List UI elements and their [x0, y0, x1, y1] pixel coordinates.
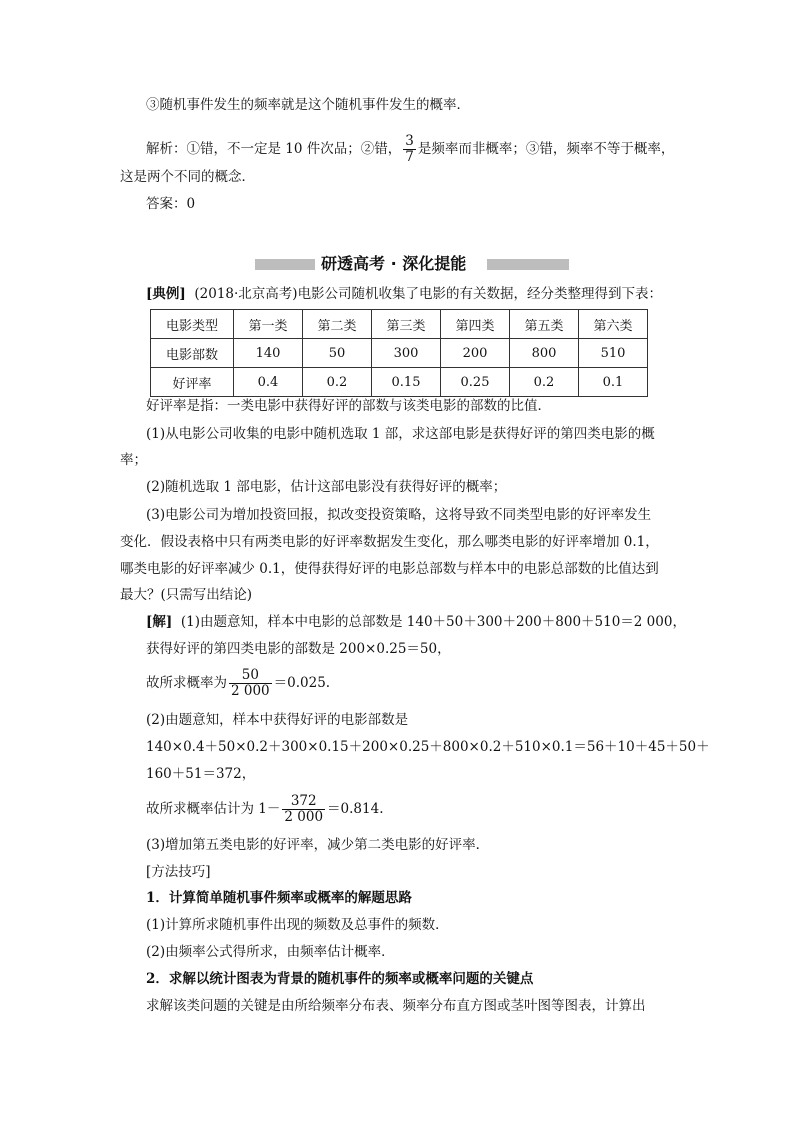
example-note: 好评率是指：一类电影中获得好评的部数与该类电影的部数的比值．: [146, 398, 551, 414]
method-heading-1: 1．计算简单随机事件频率或概率的解题思路: [146, 890, 412, 906]
banner-title: 研透高考 · 深化提能: [321, 254, 467, 273]
answer-line: 答案：0: [146, 196, 196, 212]
fraction-numerator: 3: [405, 133, 414, 149]
table-cell: 140: [234, 339, 303, 368]
fraction-denominator: 2 000: [231, 683, 270, 699]
analysis-line-2: 这是两个不同的概念．: [120, 169, 255, 185]
question-2: (2)随机选取 1 部电影，估计这部电影没有获得好评的概率；: [146, 479, 507, 495]
table-cell: 第五类: [510, 310, 579, 339]
movie-data-table: [150, 309, 648, 397]
solution-line-6: 160＋51＝372，: [146, 766, 256, 782]
table-cell: 第四类: [441, 310, 510, 339]
solution-line-8: (3)增加第五类电影的好评率，减少第二类电影的好评率．: [146, 837, 490, 853]
question-3-line-3: 哪类电影的好评率减少 0.1，使得获得好评的电影总部数与样本中的电影总部数的比值达到: [120, 561, 659, 577]
table-cell: 0.2: [510, 368, 579, 397]
table-cell: 第三类: [372, 310, 441, 339]
section-banner: [255, 253, 569, 275]
solution-fraction-2: [282, 794, 325, 825]
example-label: [典例]: [146, 286, 186, 302]
example-source: (2018·北京高考): [194, 286, 298, 302]
table-cell: 200: [441, 339, 510, 368]
solution-text-3-post: ＝0.025.: [273, 675, 331, 691]
table-cell: 510: [579, 339, 648, 368]
table-cell: 50: [303, 339, 372, 368]
solution-text-7-pre: 故所求概率估计为 1－: [146, 801, 281, 817]
example-intro-text: 电影公司随机收集了电影的有关数据，经分类整理得到下表：: [297, 286, 663, 302]
solution-text-1: (1)由题意知，样本中电影的总部数是 140＋50＋300＋200＋800＋510＝2 000，: [180, 614, 686, 630]
example-intro: [146, 285, 662, 303]
question-1-line-1: (1)从电影公司收集的电影中随机选取 1 部，求这部电影是获得好评的第四类电影的概: [146, 426, 655, 442]
solution-line-7: [146, 794, 384, 825]
solution-line-2: 获得好评的第四类电影的部数是 200×0.25＝50，: [146, 641, 451, 657]
question-3-line-2: 变化．假设表格中只有两类电影的好评率数据发生变化，那么哪类电影的好评率增加 0.1，: [120, 534, 659, 550]
fraction-numerator: 372: [282, 794, 325, 810]
fraction-denominator: 7: [405, 149, 414, 165]
table-cell: 第一类: [234, 310, 303, 339]
solution-line-5: 140×0.4＋50×0.2＋300×0.15＋200×0.25＋800×0.2＋510×0.1＝56＋10＋45＋50＋: [146, 739, 710, 755]
banner-bar-left: [255, 259, 315, 270]
table-cell: 电影类型: [151, 310, 234, 339]
intro-line-3: ③随机事件发生的频率就是这个随机事件发生的概率．: [146, 97, 470, 113]
method-point-2: (2)由频率公式得所求，由频率估计概率．: [146, 944, 395, 960]
analysis-line-1: [146, 134, 674, 165]
solution-line-4: (2)由题意知，样本中获得好评的电影部数是: [146, 712, 409, 728]
table-cell: 0.2: [303, 368, 372, 397]
solution-line-3: [146, 668, 330, 699]
analysis-text-b: 是频率而非概率；③错，频率不等于概率，: [417, 141, 675, 157]
table-cell: 0.15: [372, 368, 441, 397]
table-header-row: [151, 310, 648, 339]
method-point-3: 求解该类问题的关键是由所给频率分布表、频率分布直方图或茎叶图等图表，计算出: [146, 998, 646, 1014]
table-row: [151, 339, 648, 368]
fraction-denominator: 2 000: [284, 809, 324, 825]
table-cell: 0.4: [234, 368, 303, 397]
table-cell: 800: [510, 339, 579, 368]
method-point-1: (1)计算所求随机事件出现的频数及总事件的频数．: [146, 917, 449, 933]
table-cell: 0.25: [441, 368, 510, 397]
analysis-text-a: 解析：①错，不一定是 10 件次品；②错，: [146, 141, 402, 157]
banner-bar-right: [487, 259, 569, 270]
analysis-fraction: [403, 134, 416, 165]
solution-fraction-1: [229, 668, 272, 699]
table-row: [151, 368, 648, 397]
question-3-line-4: 最大？(只需写出结论): [120, 587, 253, 603]
table-cell: 300: [372, 339, 441, 368]
table-cell: 电影部数: [151, 339, 234, 368]
question-3-line-1: (3)电影公司为增加投资回报，拟改变投资策略，这将导致不同类型电影的好评率发生: [146, 507, 652, 523]
method-heading-2: 2．求解以统计图表为背景的随机事件的频率或概率问题的关键点: [146, 971, 534, 987]
table-cell: 好评率: [151, 368, 234, 397]
solution-label: [解]: [146, 614, 173, 630]
table-cell: 0.1: [579, 368, 648, 397]
solution-line-1: [146, 613, 686, 631]
method-label: [方法技巧]: [146, 864, 211, 880]
fraction-numerator: 50: [229, 668, 272, 684]
table-cell: 第二类: [303, 310, 372, 339]
question-1-line-2: 率；: [120, 452, 147, 468]
solution-text-7-post: ＝0.814.: [327, 801, 384, 817]
table-cell: 第六类: [579, 310, 648, 339]
solution-text-3-pre: 故所求概率为: [146, 675, 227, 691]
